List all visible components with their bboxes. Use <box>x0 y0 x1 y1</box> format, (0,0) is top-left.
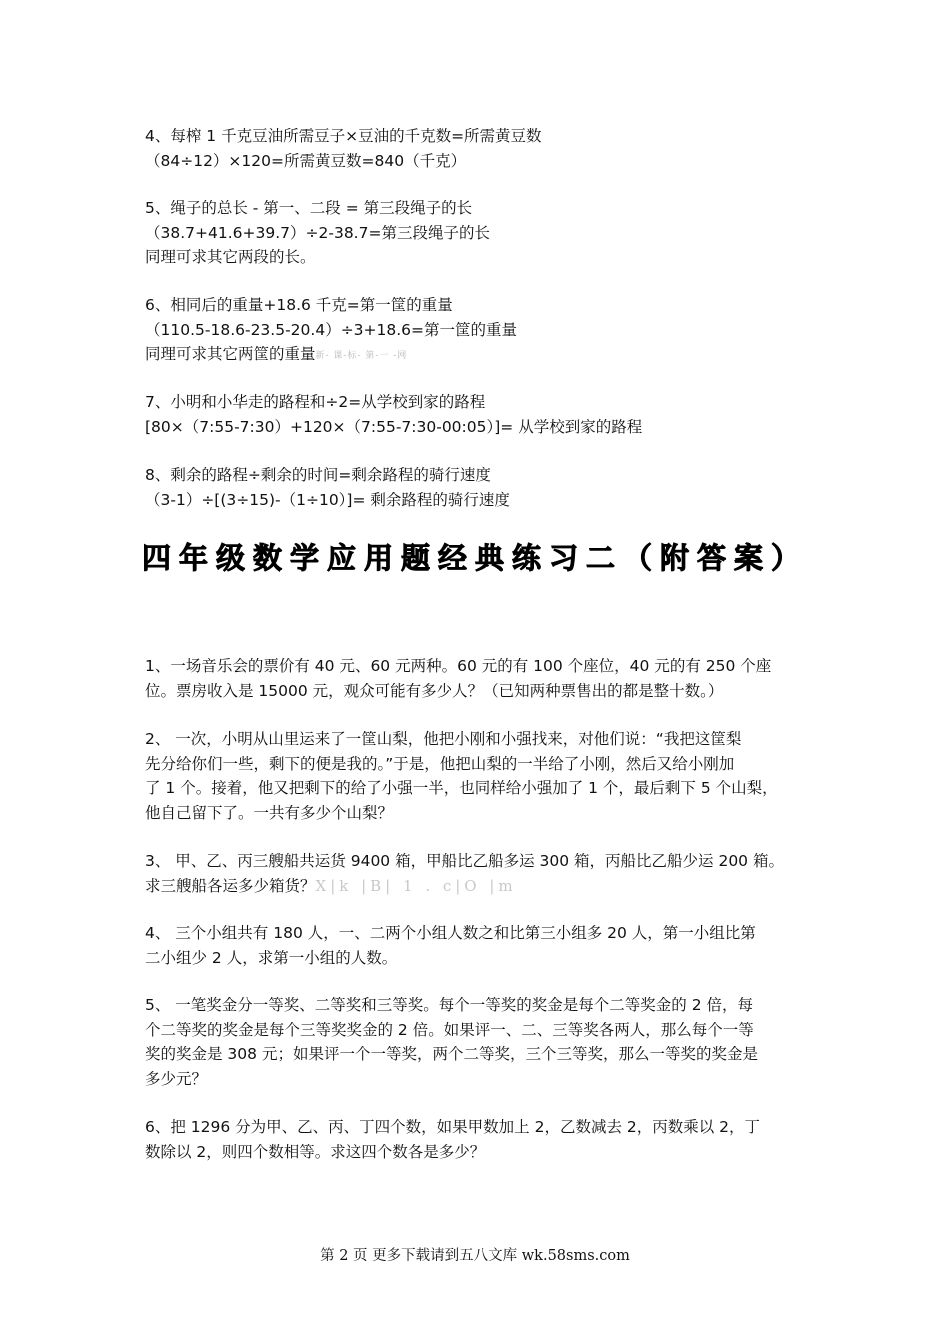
problem-line: 3、 甲、乙、丙三艘船共运货 9400 箱，甲船比乙船多运 300 箱，丙船比乙船少运 200 箱。 <box>145 852 784 870</box>
problem-line <box>145 874 825 899</box>
watermark-text: X|k |B| 1 . c|O |m <box>315 876 517 895</box>
solution-line: 7、小明和小华走的路程和÷2=从学校到家的路程 <box>145 393 486 411</box>
solution-line: 同理可求其它两段的长。 <box>145 248 316 266</box>
solution-line: 8、剩余的路程÷剩余的时间=剩余路程的骑行速度 <box>145 466 491 484</box>
page-footer: 第 2 页 更多下载请到五八文库 wk.58sms.com <box>320 1248 630 1264</box>
solution-line: 4、每榨 1 千克豆油所需豆子×豆油的千克数=所需黄豆数 <box>145 127 542 145</box>
problem-4 <box>145 921 825 970</box>
problem-5 <box>145 993 825 1091</box>
problem-text: 求三艘船各运多少箱货？ <box>145 876 316 895</box>
problem-line: 先分给你们一些，剩下的便是我的。”于是，他把山梨的一半给了小刚，然后又给小刚加 <box>145 754 735 773</box>
problem-line: 4、 三个小组共有 180 人，一、二两个小组人数之和比第三小组多 20 人，第一小组比第 <box>145 924 756 942</box>
solution-8 <box>145 463 825 512</box>
solution-5 <box>145 196 825 270</box>
problem-3 <box>145 849 825 898</box>
problem-line: 数除以 2，则四个数相等。求这四个数各是多少？ <box>145 1142 486 1161</box>
solution-text: 同理可求其它两筐的重量 <box>145 345 316 363</box>
solution-line: [80×（7:55-7:30）+120×（7:55-7:30-00:05）]= 从学校到家的路程 <box>145 417 643 436</box>
solution-6 <box>145 293 825 369</box>
solution-line: （110.5-18.6-23.5-20.4）÷3+18.6=第一筐的重量 <box>145 320 518 339</box>
problem-6 <box>145 1115 825 1164</box>
problem-1 <box>145 654 825 703</box>
solution-line <box>145 342 825 369</box>
problem-line: 位。票房收入是 15000 元，观众可能有多少人？（已知两种票售出的都是整十数。） <box>145 681 724 700</box>
problem-line: 多少元？ <box>145 1069 208 1088</box>
problem-line: 奖的奖金是 308 元；如果评一个一等奖，两个二等奖，三个三等奖，那么一等奖的奖金是 <box>145 1045 758 1063</box>
problem-line: 他自己留下了。一共有多少个山梨？ <box>145 803 394 822</box>
problem-line: 1、一场音乐会的票价有 40 元、60 元两种。60 元的有 100 个座位，40 元的有 250 个座 <box>145 657 772 675</box>
solution-7 <box>145 390 825 439</box>
problem-line: 6、把 1296 分为甲、乙、丙、丁四个数，如果甲数加上 2，乙数减去 2，丙数乘以 2，丁 <box>145 1118 761 1136</box>
page-title: 四年级数学应用题经典练习二（附答案） <box>141 541 808 575</box>
solution-line: 6、相同后的重量+18.6 千克=第一筐的重量 <box>145 296 453 314</box>
watermark-text: 新- 课-标- 第-一 -网 <box>315 351 408 361</box>
solution-line: （84÷12）×120=所需黄豆数=840（千克） <box>145 151 467 170</box>
problem-line: 2、 一次，小明从山里运来了一筐山梨，他把小刚和小强找来，对他们说：“我把这筐梨 <box>145 730 742 748</box>
problem-line: 5、 一笔奖金分一等奖、二等奖和三等奖。每个一等奖的奖金是每个二等奖金的 2 倍，每 <box>145 996 754 1014</box>
solution-line: （38.7+41.6+39.7）÷2-38.7=第三段绳子的长 <box>145 223 490 242</box>
problem-line: 二小组少 2 人，求第一小组的人数。 <box>145 948 398 967</box>
problem-line: 个二等奖的奖金是每个三等奖奖金的 2 倍。如果评一、二、三等奖各两人，那么每个一等 <box>145 1020 754 1039</box>
solution-4 <box>145 124 825 173</box>
problem-line: 了 1 个。接着，他又把剩下的给了小强一半，也同样给小强加了 1 个，最后剩下 5 个山梨， <box>145 779 778 797</box>
solution-line: （3-1）÷[(3÷15)-（1÷10）]= 剩余路程的骑行速度 <box>145 490 510 509</box>
solution-line: 5、绳子的总长 - 第一、二段 = 第三段绳子的长 <box>145 199 473 217</box>
problem-2 <box>145 727 825 825</box>
